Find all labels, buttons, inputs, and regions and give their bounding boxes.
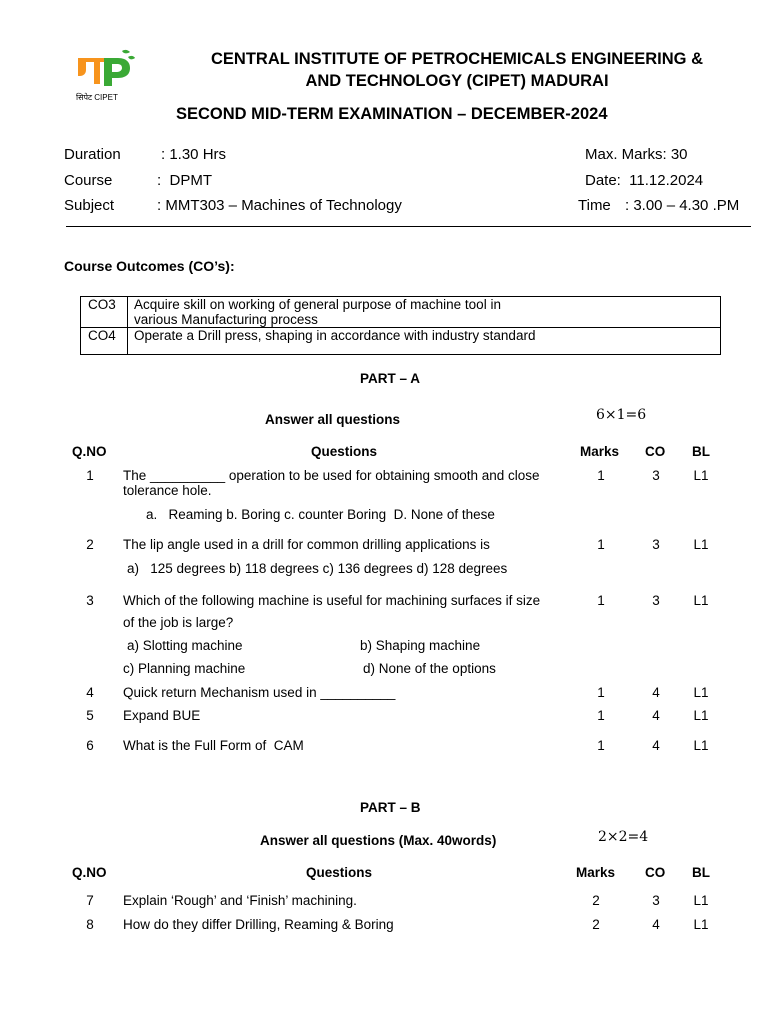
co-description (128, 328, 721, 355)
question-bl: L1 (693, 593, 709, 608)
logo-caption: सिपेट CIPET (76, 93, 118, 102)
question-bl: L1 (693, 738, 709, 753)
co-description-line2: various Manufacturing process (134, 312, 318, 327)
cipet-logo (70, 48, 136, 106)
question-text: Explain ‘Rough’ and ‘Finish’ machining. (123, 893, 357, 908)
question-text: What is the Full Form of CAM (123, 738, 304, 753)
institute-name-line2: AND TECHNOLOGY (CIPET) MADURAI (305, 72, 609, 90)
question-co: 3 (652, 468, 660, 483)
co-description (128, 297, 721, 328)
question-co: 4 (652, 685, 660, 700)
question-marks: 1 (597, 593, 605, 608)
co-description-line1: Acquire skill on working of general purpose of machine tool in (134, 297, 501, 312)
time-label: Time (578, 197, 611, 214)
question-option-a: a) Slotting machine (127, 638, 243, 653)
question-bl: L1 (693, 917, 709, 932)
question-number: 2 (86, 537, 94, 552)
duration-value: : 1.30 Hrs (161, 146, 227, 163)
question-marks: 1 (597, 708, 605, 723)
question-text: The lip angle used in a drill for common drilling applications is (123, 537, 490, 552)
question-text: Quick return Mechanism used in __________ (123, 685, 396, 700)
question-co: 3 (652, 593, 660, 608)
question-marks: 1 (597, 468, 605, 483)
subject-value: : MMT303 – Machines of Technology (157, 197, 402, 214)
question-text: The __________ operation to be used for obtaining smooth and close (123, 468, 540, 483)
question-text: Which of the following machine is useful for machining surfaces if size (123, 593, 541, 608)
question-option-d: d) None of the options (363, 661, 496, 676)
co-code: CO3 (81, 297, 128, 328)
question-bl: L1 (693, 893, 709, 908)
part-a-col-questions: Questions (311, 444, 378, 459)
part-a-marks-formula: 6×1=6 (596, 407, 647, 423)
part-a-instruction: Answer all questions (265, 412, 401, 427)
part-b-col-co: CO (645, 865, 666, 880)
question-number: 4 (86, 685, 94, 700)
question-marks: 2 (592, 893, 600, 908)
question-co: 4 (652, 917, 660, 932)
co-code: CO4 (81, 328, 128, 355)
question-number: 1 (86, 468, 94, 483)
part-a-col-qno: Q.NO (72, 444, 107, 459)
course-outcomes-heading: Course Outcomes (CO’s): (64, 258, 235, 274)
question-marks: 2 (592, 917, 600, 932)
question-text-cont: of the job is large? (123, 615, 234, 630)
question-number: 8 (86, 917, 94, 932)
question-text: How do they differ Drilling, Reaming & Boring (123, 917, 394, 932)
question-text-cont: tolerance hole. (123, 483, 212, 498)
part-a-col-bl: BL (692, 444, 710, 459)
question-number: 6 (86, 738, 94, 753)
exam-title: SECOND MID-TERM EXAMINATION – DECEMBER-2024 (176, 105, 608, 123)
question-bl: L1 (693, 537, 709, 552)
time-value: : 3.00 – 4.30 .PM (625, 197, 740, 214)
co-description-line1: Operate a Drill press, shaping in accordance with industry standard (134, 328, 536, 343)
question-co: 4 (652, 738, 660, 753)
max-marks: Max. Marks: 30 (585, 146, 688, 163)
question-co: 4 (652, 708, 660, 723)
co-row (81, 328, 721, 355)
header-divider (66, 226, 751, 227)
question-number: 7 (86, 893, 94, 908)
part-b-col-marks: Marks (576, 865, 616, 880)
question-options: a. Reaming b. Boring c. counter Boring D. None of these (146, 507, 495, 522)
question-options: a) 125 degrees b) 118 degrees c) 136 degrees d) 128 degrees (127, 561, 508, 576)
part-a-col-co: CO (645, 444, 666, 459)
part-b-col-questions: Questions (306, 865, 373, 880)
question-option-b: b) Shaping machine (360, 638, 481, 653)
question-number: 5 (86, 708, 94, 723)
duration-label: Duration (64, 146, 121, 163)
part-b-col-qno: Q.NO (72, 865, 107, 880)
subject-label: Subject (64, 197, 115, 214)
question-number: 3 (86, 593, 94, 608)
question-marks: 1 (597, 738, 605, 753)
question-bl: L1 (693, 685, 709, 700)
part-b-title: PART – B (360, 800, 421, 815)
course-outcomes-table (80, 296, 721, 355)
question-marks: 1 (597, 537, 605, 552)
question-marks: 1 (597, 685, 605, 700)
question-text: Expand BUE (123, 708, 201, 723)
part-a-title: PART – A (360, 371, 421, 386)
part-b-col-bl: BL (692, 865, 710, 880)
question-option-c: c) Planning machine (123, 661, 246, 676)
co-row (81, 297, 721, 328)
part-b-marks-formula: 2×2=4 (598, 829, 649, 845)
institute-name-line1: CENTRAL INSTITUTE OF PETROCHEMICALS ENGINEERING & (211, 50, 703, 68)
question-bl: L1 (693, 468, 709, 483)
question-co: 3 (652, 537, 660, 552)
course-value: : DPMT (157, 172, 212, 189)
exam-date: Date: 11.12.2024 (585, 172, 704, 189)
question-bl: L1 (693, 708, 709, 723)
question-co: 3 (652, 893, 660, 908)
course-label: Course (64, 172, 113, 189)
part-b-instruction: Answer all questions (Max. 40words) (260, 833, 497, 848)
part-a-col-marks: Marks (580, 444, 620, 459)
